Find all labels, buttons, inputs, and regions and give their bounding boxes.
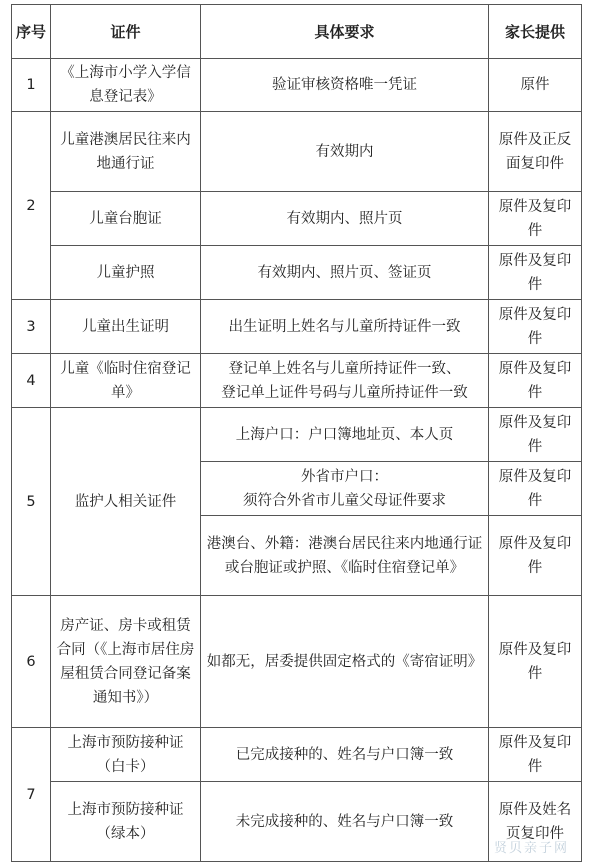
header-no: 序号	[12, 5, 51, 59]
row-req: 有效期内、照片页	[201, 192, 489, 246]
row-doc: 上海市预防接种证（绿本）	[51, 782, 201, 862]
req-line: 须符合外省市儿童父母证件要求	[243, 492, 446, 509]
row-no: 7	[12, 728, 51, 862]
row-doc: 儿童台胞证	[51, 192, 201, 246]
row-doc: 儿童出生证明	[51, 300, 201, 354]
row-doc: 《上海市小学入学信息登记表》	[51, 59, 201, 112]
table-row	[12, 246, 582, 300]
req-line: 登记单上证件号码与儿童所持证件一致	[221, 384, 468, 401]
row-req: 有效期内	[201, 112, 489, 192]
table-row	[12, 192, 582, 246]
row-parent: 原件及复印件	[489, 246, 582, 300]
row-parent: 原件及姓名页复印件	[489, 782, 582, 862]
row-parent: 原件及复印件	[489, 516, 582, 596]
row-doc: 儿童《临时住宿登记单》	[51, 354, 201, 408]
table-row	[12, 112, 582, 192]
header-req: 具体要求	[201, 5, 489, 59]
row-parent: 原件及正反面复印件	[489, 112, 582, 192]
row-no: 6	[12, 596, 51, 728]
header-parent: 家长提供	[489, 5, 582, 59]
row-req: 上海户口：户口簿地址页、本人页	[201, 408, 489, 462]
table-row	[12, 408, 582, 462]
row-no: 2	[12, 112, 51, 300]
row-req: 港澳台、外籍：港澳台居民往来内地通行证或台胞证或护照、《临时住宿登记单》	[201, 516, 489, 596]
table-row	[12, 354, 582, 408]
row-parent: 原件及复印件	[489, 192, 582, 246]
row-parent: 原件及复印件	[489, 354, 582, 408]
table-row	[12, 59, 582, 112]
row-parent: 原件及复印件	[489, 462, 582, 516]
header-row	[12, 5, 582, 59]
row-doc: 儿童护照	[51, 246, 201, 300]
row-req: 出生证明上姓名与儿童所持证件一致	[201, 300, 489, 354]
table-row	[12, 728, 582, 782]
table-row	[12, 596, 582, 728]
row-req	[201, 354, 489, 408]
row-no: 3	[12, 300, 51, 354]
row-parent: 原件及复印件	[489, 728, 582, 782]
row-no: 1	[12, 59, 51, 112]
table-row	[12, 300, 582, 354]
row-doc: 上海市预防接种证（白卡）	[51, 728, 201, 782]
row-req: 有效期内、照片页、签证页	[201, 246, 489, 300]
row-parent: 原件及复印件	[489, 596, 582, 728]
row-no: 4	[12, 354, 51, 408]
row-req	[201, 462, 489, 516]
row-parent: 原件及复印件	[489, 408, 582, 462]
header-doc: 证件	[51, 5, 201, 59]
row-req: 如都无，居委提供固定格式的《寄宿证明》	[201, 596, 489, 728]
req-line: 登记单上姓名与儿童所持证件一致、	[228, 360, 461, 377]
row-req: 已完成接种的、姓名与户口簿一致	[201, 728, 489, 782]
row-doc: 房产证、房卡或租赁合同（《上海市居住房屋租赁合同登记备案通知书》）	[51, 596, 201, 728]
row-doc: 监护人相关证件	[51, 408, 201, 596]
requirements-table	[11, 4, 582, 862]
watermark: 贤贝亲子网	[493, 841, 569, 856]
req-line: 外省市户口：	[301, 468, 388, 485]
row-doc: 儿童港澳居民往来内地通行证	[51, 112, 201, 192]
row-no: 5	[12, 408, 51, 596]
row-parent: 原件	[489, 59, 582, 112]
row-req: 未完成接种的、姓名与户口簿一致	[201, 782, 489, 862]
row-parent: 原件及复印件	[489, 300, 582, 354]
row-req: 验证审核资格唯一凭证	[201, 59, 489, 112]
